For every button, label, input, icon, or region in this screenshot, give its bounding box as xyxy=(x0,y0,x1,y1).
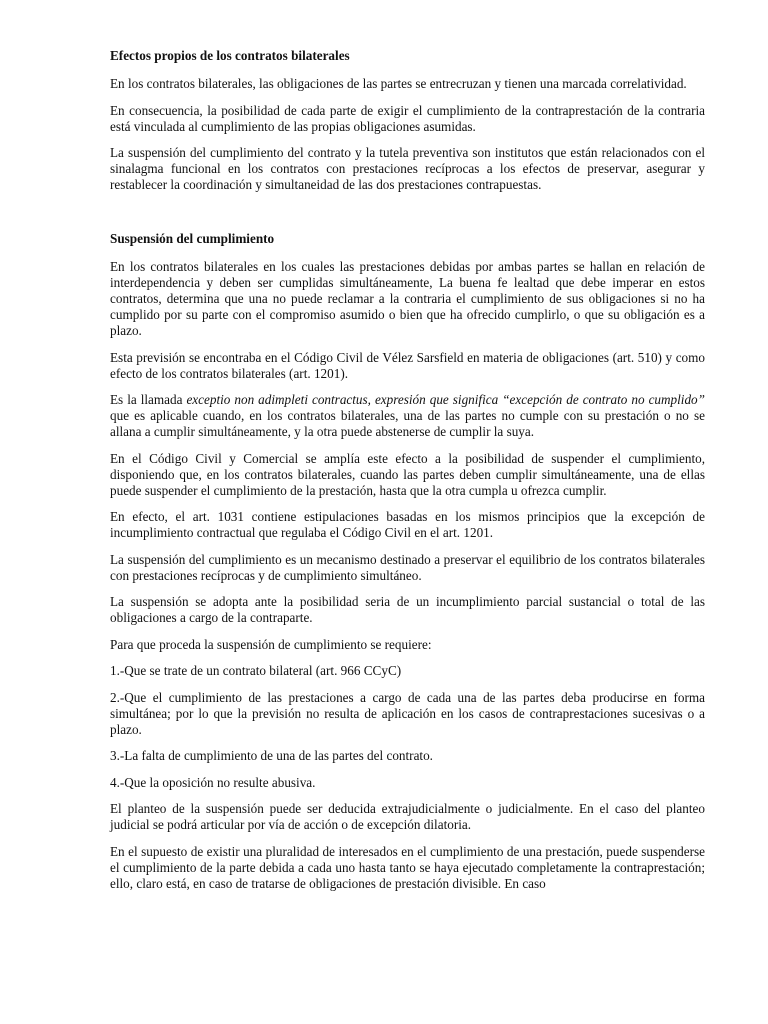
paragraph-6 xyxy=(110,392,705,440)
paragraph-11: Para que proceda la suspensión de cumplimiento se requiere: xyxy=(110,636,432,652)
paragraph-12: El planteo de la suspensión puede ser deducida extrajudicialmente o judicialmente. En el caso del planteo judicial se podrá articular por vía de acción o de excepción dilatoria. xyxy=(110,801,705,832)
list-item-2: 2.-Que el cumplimiento de las prestaciones a cargo de cada una de las partes deba producirse en forma simultánea; por lo que la previsión no resulta de aplicación en los casos de contraprestaciones sucesivas o a plazo. xyxy=(110,689,705,737)
paragraph-4: En los contratos bilaterales en los cuales las prestaciones debidas por ambas partes se hallan en relación de interdependencia y deben ser cumplidas simultáneamente, La buena fe lealtad que debe imperar en estos contratos, determina que una no puede reclamar a la contraria el cumplimiento de sus obligaciones si no ha cumplido por su parte con el compromiso asumido o bien que ha ofrecido cumplirlo, o que su obligación es a plazo. xyxy=(110,259,705,338)
list-item-4: 4.-Que la oposición no resulte abusiva. xyxy=(110,774,316,790)
paragraph-5: Esta previsión se encontraba en el Código Civil de Vélez Sarsfield en materia de obligaciones (art. 510) y como efecto de los contratos bilaterales (art. 1201). xyxy=(110,349,705,381)
paragraph-8: En efecto, el art. 1031 contiene estipulaciones basadas en los mismos principios que la excepción de incumplimiento contractual que regulaba el Código Civil en el art. 1201. xyxy=(110,509,705,540)
paragraph-6-post: que es aplicable cuando, en los contratos bilaterales, una de las partes no cumple con su prestación o no se allana a cumplir simultáneamente, y la otra puede abstenerse de cumplir la suya. xyxy=(110,408,705,439)
paragraph-13: En el supuesto de existir una pluralidad de interesados en el cumplimiento de una prestación, puede suspenderse el cumplimiento de la parte debida a cada uno hasta tanto se haya ejecutado completamente la contraprestación; ello, claro está, en caso de tratarse de obligaciones de prestación divisible. En caso xyxy=(110,843,705,891)
paragraph-7: En el Código Civil y Comercial se amplía este efecto a la posibilidad de suspender el cumplimiento, disponiendo que, en los contratos bilaterales, cuando las partes deben cumplir simultáneamente, una de ellas puede suspender el cumplimiento de la prestación, hasta que la otra cumpla u ofrezca cumplir. xyxy=(110,450,705,498)
heading-suspension: Suspensión del cumplimiento xyxy=(110,231,275,246)
paragraph-9: La suspensión del cumplimiento es un mecanismo destinado a preservar el equilibrio de los contratos bilaterales con prestaciones recíprocas y de cumplimiento simultáneo. xyxy=(110,551,705,583)
paragraph-3: La suspensión del cumplimiento del contrato y la tutela preventiva son institutos que están relacionados con el sinalagma funcional en los contratos con prestaciones recíprocas a los efectos de preservar, asegurar y restablecer la coordinación y simultaneidad de las dos prestaciones contrapuestas. xyxy=(110,145,705,192)
list-item-1: 1.-Que se trate de un contrato bilateral (art. 966 CCyC) xyxy=(110,663,402,678)
heading-efectos: Efectos propios de los contratos bilaterales xyxy=(110,48,350,63)
paragraph-1: En los contratos bilaterales, las obligaciones de las partes se entrecruzan y tienen una marcada correlatividad. xyxy=(110,76,687,91)
list-item-3: 3.-La falta de cumplimiento de una de las partes del contrato. xyxy=(110,748,433,763)
paragraph-2: En consecuencia, la posibilidad de cada parte de exigir el cumplimiento de la contraprestación de la contraria está vinculada al cumplimiento de las propias obligaciones asumidas. xyxy=(110,102,705,134)
paragraph-10: La suspensión se adopta ante la posibilidad seria de un incumplimiento parcial sustancial o total de las obligaciones a cargo de la contraparte. xyxy=(110,594,705,625)
paragraph-6-italic: exceptio non adimpleti contractus, expresión que significa “excepción de contrato no cumplido” xyxy=(186,392,705,407)
paragraph-6-pre: Es la llamada xyxy=(110,392,187,407)
